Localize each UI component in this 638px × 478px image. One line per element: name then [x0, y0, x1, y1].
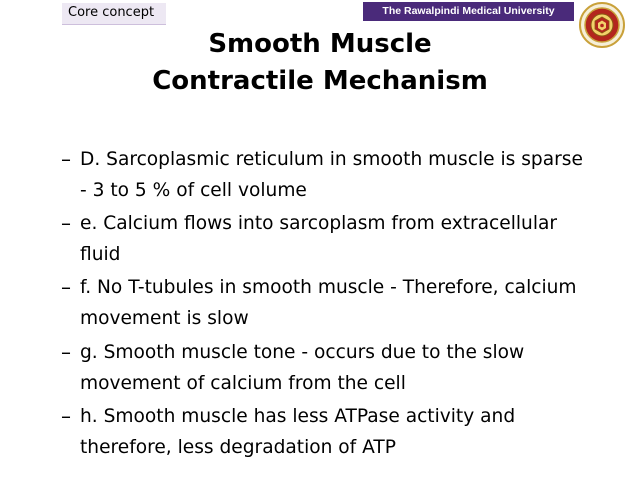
bullet-line: e. Calcium flows into sarcoplasm from extracellular [80, 213, 558, 234]
bullet-line: h. Smooth muscle has less ATPase activity and [80, 406, 516, 427]
bullet-dash: – [61, 275, 71, 299]
bullet-dash: – [61, 404, 71, 428]
bullet-text [80, 272, 632, 334]
bullet-line: D. Sarcoplasmic reticulum in smooth muscle is sparse [80, 149, 583, 170]
bullet-text [80, 144, 632, 206]
bullet-line: g. Smooth muscle tone - occurs due to the slow [80, 342, 525, 363]
bullet-dash: – [61, 147, 71, 171]
bullet-line: fluid [80, 244, 121, 265]
bullet-line: therefore, less degradation of ATP [80, 437, 396, 458]
title-line-1: Smooth Muscle [208, 29, 432, 59]
title-line-2: Contractile Mechanism [152, 66, 488, 96]
bullet-dash: – [61, 340, 71, 364]
bullet-line: f. No T-tubules in smooth muscle - Therefore, calcium [80, 277, 577, 298]
core-concept-label: Core concept [68, 5, 155, 20]
bullet-line: - 3 to 5 % of cell volume [80, 180, 307, 201]
bullet-line: movement of calcium from the cell [80, 373, 406, 394]
bullet-line: movement is slow [80, 308, 249, 329]
bullet-text [80, 401, 632, 463]
institution-name: The Rawalpindi Medical University [382, 5, 555, 17]
bullet-text [80, 208, 632, 270]
bullet-dash: – [61, 211, 71, 235]
bullet-text [80, 337, 632, 399]
